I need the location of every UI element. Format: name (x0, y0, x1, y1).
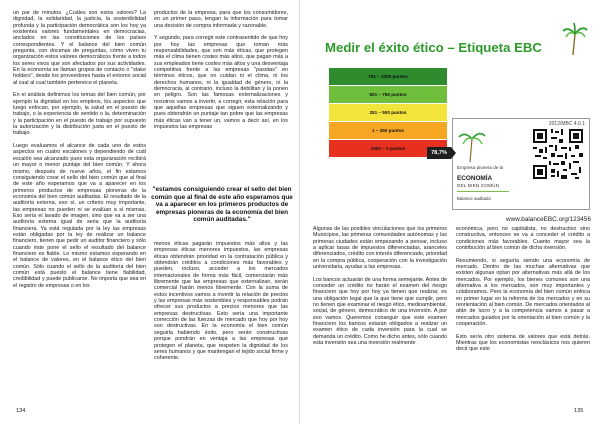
scale-bar (329, 104, 447, 121)
label-economia: ECONOMÍA (457, 175, 493, 182)
palm-logo-icon (457, 127, 487, 163)
points-scale (329, 68, 447, 158)
paragraph: Luego evaluamos el alcance de cada uno de estos aspectos en cuatro escalones y dependiendo de cuál escalón sea alcanzado pues esta organización recibirá un mayor o menor puntaje del bien común. Y ahora mismo, después de nueve años, el fin estamos consiguiendo crear el sello del bien común que al final de este año esperamos que va a aparecer en los primeros productos de empresas pioneras de la economía del bien común auditadas. El resultado de la auditoría externa, eso sí, un criterio muy importante, las empresas no pueden ni se evalúan a sí mismas. Eso sería el lavado de imagen, sino que va a ser una auditoría externa igual de seria que la auditoría financiera. Ya está regulada por la ley las empresas están obligadas por la ley de realizar un balance financiero, tienen que pedir un auditor financiero y sólo cuando éste pone el sello el resultado del balance financiero es fiable. Lo mismo estamos esperando en el balance de valores, en el balance ético del bien común. Sólo cuando el sello de la auditoría del bien común está puesto el balance tiene fiabilidad, credibilidad y puede publicarse. No importa que sea en el registro de empresas o en los (13, 143, 146, 289)
right-column-2 (456, 226, 590, 408)
scale-bar (329, 68, 447, 85)
score-badge: 78,7% (427, 147, 451, 159)
qr-code-icon (533, 129, 583, 179)
scale-bar-label: 251 – 500 puntos (369, 109, 407, 115)
scale-bar-label: 501 – 750 puntos (369, 91, 407, 97)
left-column-2-top (154, 10, 288, 186)
scale-bar (329, 122, 447, 139)
divider (457, 191, 509, 192)
paragraph: menos éticas pagarán impuestos más altos y las empresas éticas menores impuestos, las empresas éticas obtendrán prioridad en la contratación pública y obtendrán créditos a condiciones más favorables y pueden, incluso, acceder a los mercados internacionales de forma más fácil, comerciarán más libremente que las empresas que externalizan, serán comercial harán menos libremente. Con la suma de estos incentivos vamos a invertir la relación de precios y las empresas más sostenibles y responsables podrán ofrecer sus productos a precios menores que las empresas destructivas. Esto sería una importante corrección de las fuerzas de mercado que hoy por hoy son destructivas. En la economía el bien común seguirla habiendo éxito, pero serán constructivas porque pondrán en ventaja a las empresas que protegen el planeta, que respeten la dignidad de los seres humanos y que mantengan el tejido social firme y coherente. (154, 241, 288, 362)
label-balance: Balance auditado (457, 196, 491, 201)
label-empresa: Empresa pionera de la (457, 165, 504, 170)
paragraph: Esto sería otro sistema de valores que está detrás. Mientras que los economistas neoclásicos nos quieren decir que este (456, 333, 590, 353)
page-number-right: 135 (574, 408, 584, 414)
paragraph: económica, pero no capitalista, no destructivo sino constructiva, entonces se va a conceder el crédito a condiciones más favorables. Cuanto mayor sea la contribución al bien común de dicha inversión. (456, 226, 590, 252)
scale-bar-label: 1 – 250 puntos (372, 128, 404, 134)
scale-bar (329, 86, 447, 103)
paragraph: Resumiendo, si seguiría siendo una economía de mercado. Dentro de las muchas alternativas que existen algunas optan por alternativas más allá de los mercados. Por ejemplo, los bienes comunes son una alternativa a los mercados, son muy importantes y colaboramos. Pero la economía del bien común enfoca en primer lugar en la reforma de los mercados y en su reorientación al bien común. De mercados orientados al afán de lucro y a la competencia vamos a pasar a mercados guiados por la orientación al bien común y la cooperación. (456, 257, 590, 328)
label-bien-comun: DEL BIEN COMÚN (457, 183, 500, 188)
left-column-1 (13, 10, 146, 408)
pull-quote: "estamos consiguiendo crear el sello del bien común que al final de este año esperamos que va a aparecer en los primeros productos de empresas pioneras de la economía del bien común auditadas." (151, 186, 293, 224)
ebc-label-card (431, 118, 590, 210)
paragraph: Algunas de las posibles vinculaciones que los primeros Municipios, las primeras comunidades autónomas y las primeras ciudades están empezando a pensar, incluso a aplicar tasas de impuestos diferenciadas, aranceles diferenciados, crédito con interés diferenciado, prioridad en la compra pública, cooperación con la investigación universitaria, ayudas a las empresas. (313, 226, 447, 271)
scale-bar-label: 1000 – 0 puntos (370, 146, 406, 152)
paragraph: Los bancos actuarán de una forma semejante. Antes de conceder un crédito no harán el examen del riesgo financiero que hoy por hoy ya tienen que realizar, es una obligación legal que la que tiene que cumplir, pero no tienen que examinar el riesgo ético, medioambiental, social, de género, democrático de una inversión. A por eso vamos. Queremos conseguir que este examen financiero los bancos estarán obligados a realizar un examen ético de cada inversión para la cual se demanda un crédito. Como he dicho antes, sólo cuando esta inversión sea una inversión realmente (313, 276, 447, 347)
page-number-left: 134 (16, 408, 26, 414)
label-title: Medir el éxito ético – Etiqueta EBC (325, 40, 542, 55)
paragraph: Y segundo, para corregir este contrasentido de que hoy por hoy las empresas que toman más responsabilidades, que son más éticas, que protegen más el clima tienen costes más altos, que pagan más a sus empleados tiene costes más altos y una desventaja competitiva frente a las empresas "pasotas" en términos éticos, que no cuidan ni el clima, ni los derechos humanos, ni la igualdad de género, ni la democracia, al contrario, incluso la debilitan y la ponen en peligro. Son las famosas externalizaciones y nosotros vamos a invertir, a corregir, esta relación para que aquellas empresas que siguen externalizando y pues obtendrán un puntaje tan pobre que las empresas más éticas van a tener un, vamos a decir así, en los impuestos las empresas (154, 35, 288, 131)
label-code: 2012/MBC 4.0.1 (548, 121, 585, 127)
palm-tree-icon (562, 22, 588, 56)
paragraph: un par de minutos. ¿Cuáles son estos valores? La dignidad, la solidaridad, la justicia, la sostenibilidad profunda y la participación democrática son los hoy ya existentes valores fundamentales en democracias, anclados en las constituciones de los países correspondientes. Y el balance del bien común pregunta, con docenas de preguntas, cómo viven tu organización estos valores democráticos frente a todos los seres vivos que son afectados por sus actividades. En la economía se llaman grupos de contacto o "stake holders", desde los proveedores hasta el entorno social al cual al cual también pertenece el planeta. (13, 10, 146, 86)
left-column-2-bottom (154, 241, 288, 407)
scale-bar-label: 751 – 1000 puntos (368, 73, 408, 79)
label-url: www.balanceEBC.org/123456 (506, 216, 591, 223)
paragraph: productos de la empresa, para que los consumidores, en un primer paso, tengan la información para tomar una decisión de compra informada y razonable. (154, 10, 288, 29)
paragraph: En el análisis definimos los temas del bien común, por ejemplo la dignidad en los empleos, los aspectos que luego enfocan, por ejemplo, la salud en el puesto de trabajo, o la experiencia de sentido o la, determinación y la participación en el puesto de trabajo por supuesto la autorización y la distribución justa en el puesto de trabajo. (13, 92, 146, 137)
right-column-1 (313, 226, 447, 408)
